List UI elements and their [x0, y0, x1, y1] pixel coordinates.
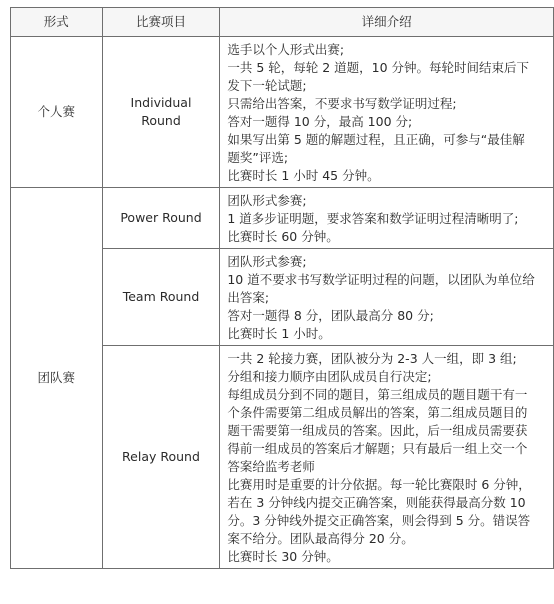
detail-line: 题奖”评选;: [227, 150, 289, 165]
detail-line: 题干需要第一组成员的答案。因此，后一组成员需要获: [227, 423, 528, 438]
detail-line: 答对一题得 8 分，团队最高分 80 分;: [227, 308, 434, 323]
individual-item-line1: Individual: [130, 95, 192, 110]
individual-row: [11, 37, 554, 188]
detail-line: 选手以个人形式出赛;: [227, 42, 345, 57]
header-form: 形式: [11, 8, 103, 37]
header-row: [11, 8, 554, 37]
relay-round-detail-cell: [220, 346, 554, 569]
detail-line: 比赛时长 60 分钟。: [227, 229, 339, 244]
detail-line: 比赛时长 30 分钟。: [227, 549, 339, 564]
detail-line: 每组成员分到不同的题目，第三组成员的题目题干有一: [227, 387, 528, 402]
header-item: 比赛项目: [102, 8, 220, 37]
detail-line: 答案给监考老师: [227, 459, 315, 474]
detail-line: 比赛时长 1 小时 45 分钟。: [227, 168, 380, 183]
detail-line: 团队形式参赛;: [227, 254, 307, 269]
detail-line: 只需给出答案，不要求书写数学证明过程;: [227, 96, 457, 111]
detail-line: 一共 5 轮，每轮 2 道题，10 分钟。每轮时间结束后下: [227, 60, 530, 75]
power-round-row: [11, 188, 554, 249]
detail-line: 比赛时长 1 小时。: [227, 326, 331, 341]
detail-line: 团队形式参赛;: [227, 193, 307, 208]
detail-line: 案不给分。团队最高得分 20 分。: [227, 531, 414, 546]
detail-line: 得前一组成员的答案后才解题；只有最后一组上交一个: [227, 441, 528, 456]
individual-item-cell: [102, 37, 220, 188]
individual-form-cell: 个人赛: [11, 37, 103, 188]
relay-round-item-cell: Relay Round: [102, 346, 220, 569]
detail-line: 如果写出第 5 题的解题过程，且正确，可参与“最佳解: [227, 132, 525, 147]
detail-line: 个条件需要第二组成员解出的答案，第二组成员题目的: [227, 405, 528, 420]
header-detail: 详细介绍: [220, 8, 554, 37]
power-round-item-cell: Power Round: [102, 188, 220, 249]
team-round-detail-cell: [220, 249, 554, 346]
team-form-cell: 团队赛: [11, 188, 103, 569]
detail-line: 答对一题得 10 分，最高 100 分;: [227, 114, 413, 129]
detail-line: 10 道不要求书写数学证明过程的问题，以团队为单位给: [227, 272, 535, 287]
competition-table: [10, 7, 554, 569]
detail-line: 若在 3 分钟线内提交正确答案，则能获得最高分数 10: [227, 495, 526, 510]
detail-line: 分组和接力顺序由团队成员自行决定;: [227, 369, 432, 384]
detail-line: 比赛用时是重要的计分依据。每一轮比赛限时 6 分钟，: [227, 477, 531, 492]
detail-line: 一共 2 轮接力赛，团队被分为 2-3 人一组，即 3 组;: [227, 351, 517, 366]
individual-item-line2: Round: [141, 113, 181, 128]
detail-line: 分。3 分钟线外提交正确答案，则会得到 5 分。错误答: [227, 513, 531, 528]
power-round-detail-cell: [220, 188, 554, 249]
detail-line: 1 道多步证明题，要求答案和数学证明过程清晰明了;: [227, 211, 519, 226]
detail-line: 发下一轮试题;: [227, 78, 307, 93]
competition-table-wrapper: [10, 7, 554, 569]
detail-line: 出答案;: [227, 290, 270, 305]
individual-detail-cell: [220, 37, 554, 188]
team-round-item-cell: Team Round: [102, 249, 220, 346]
